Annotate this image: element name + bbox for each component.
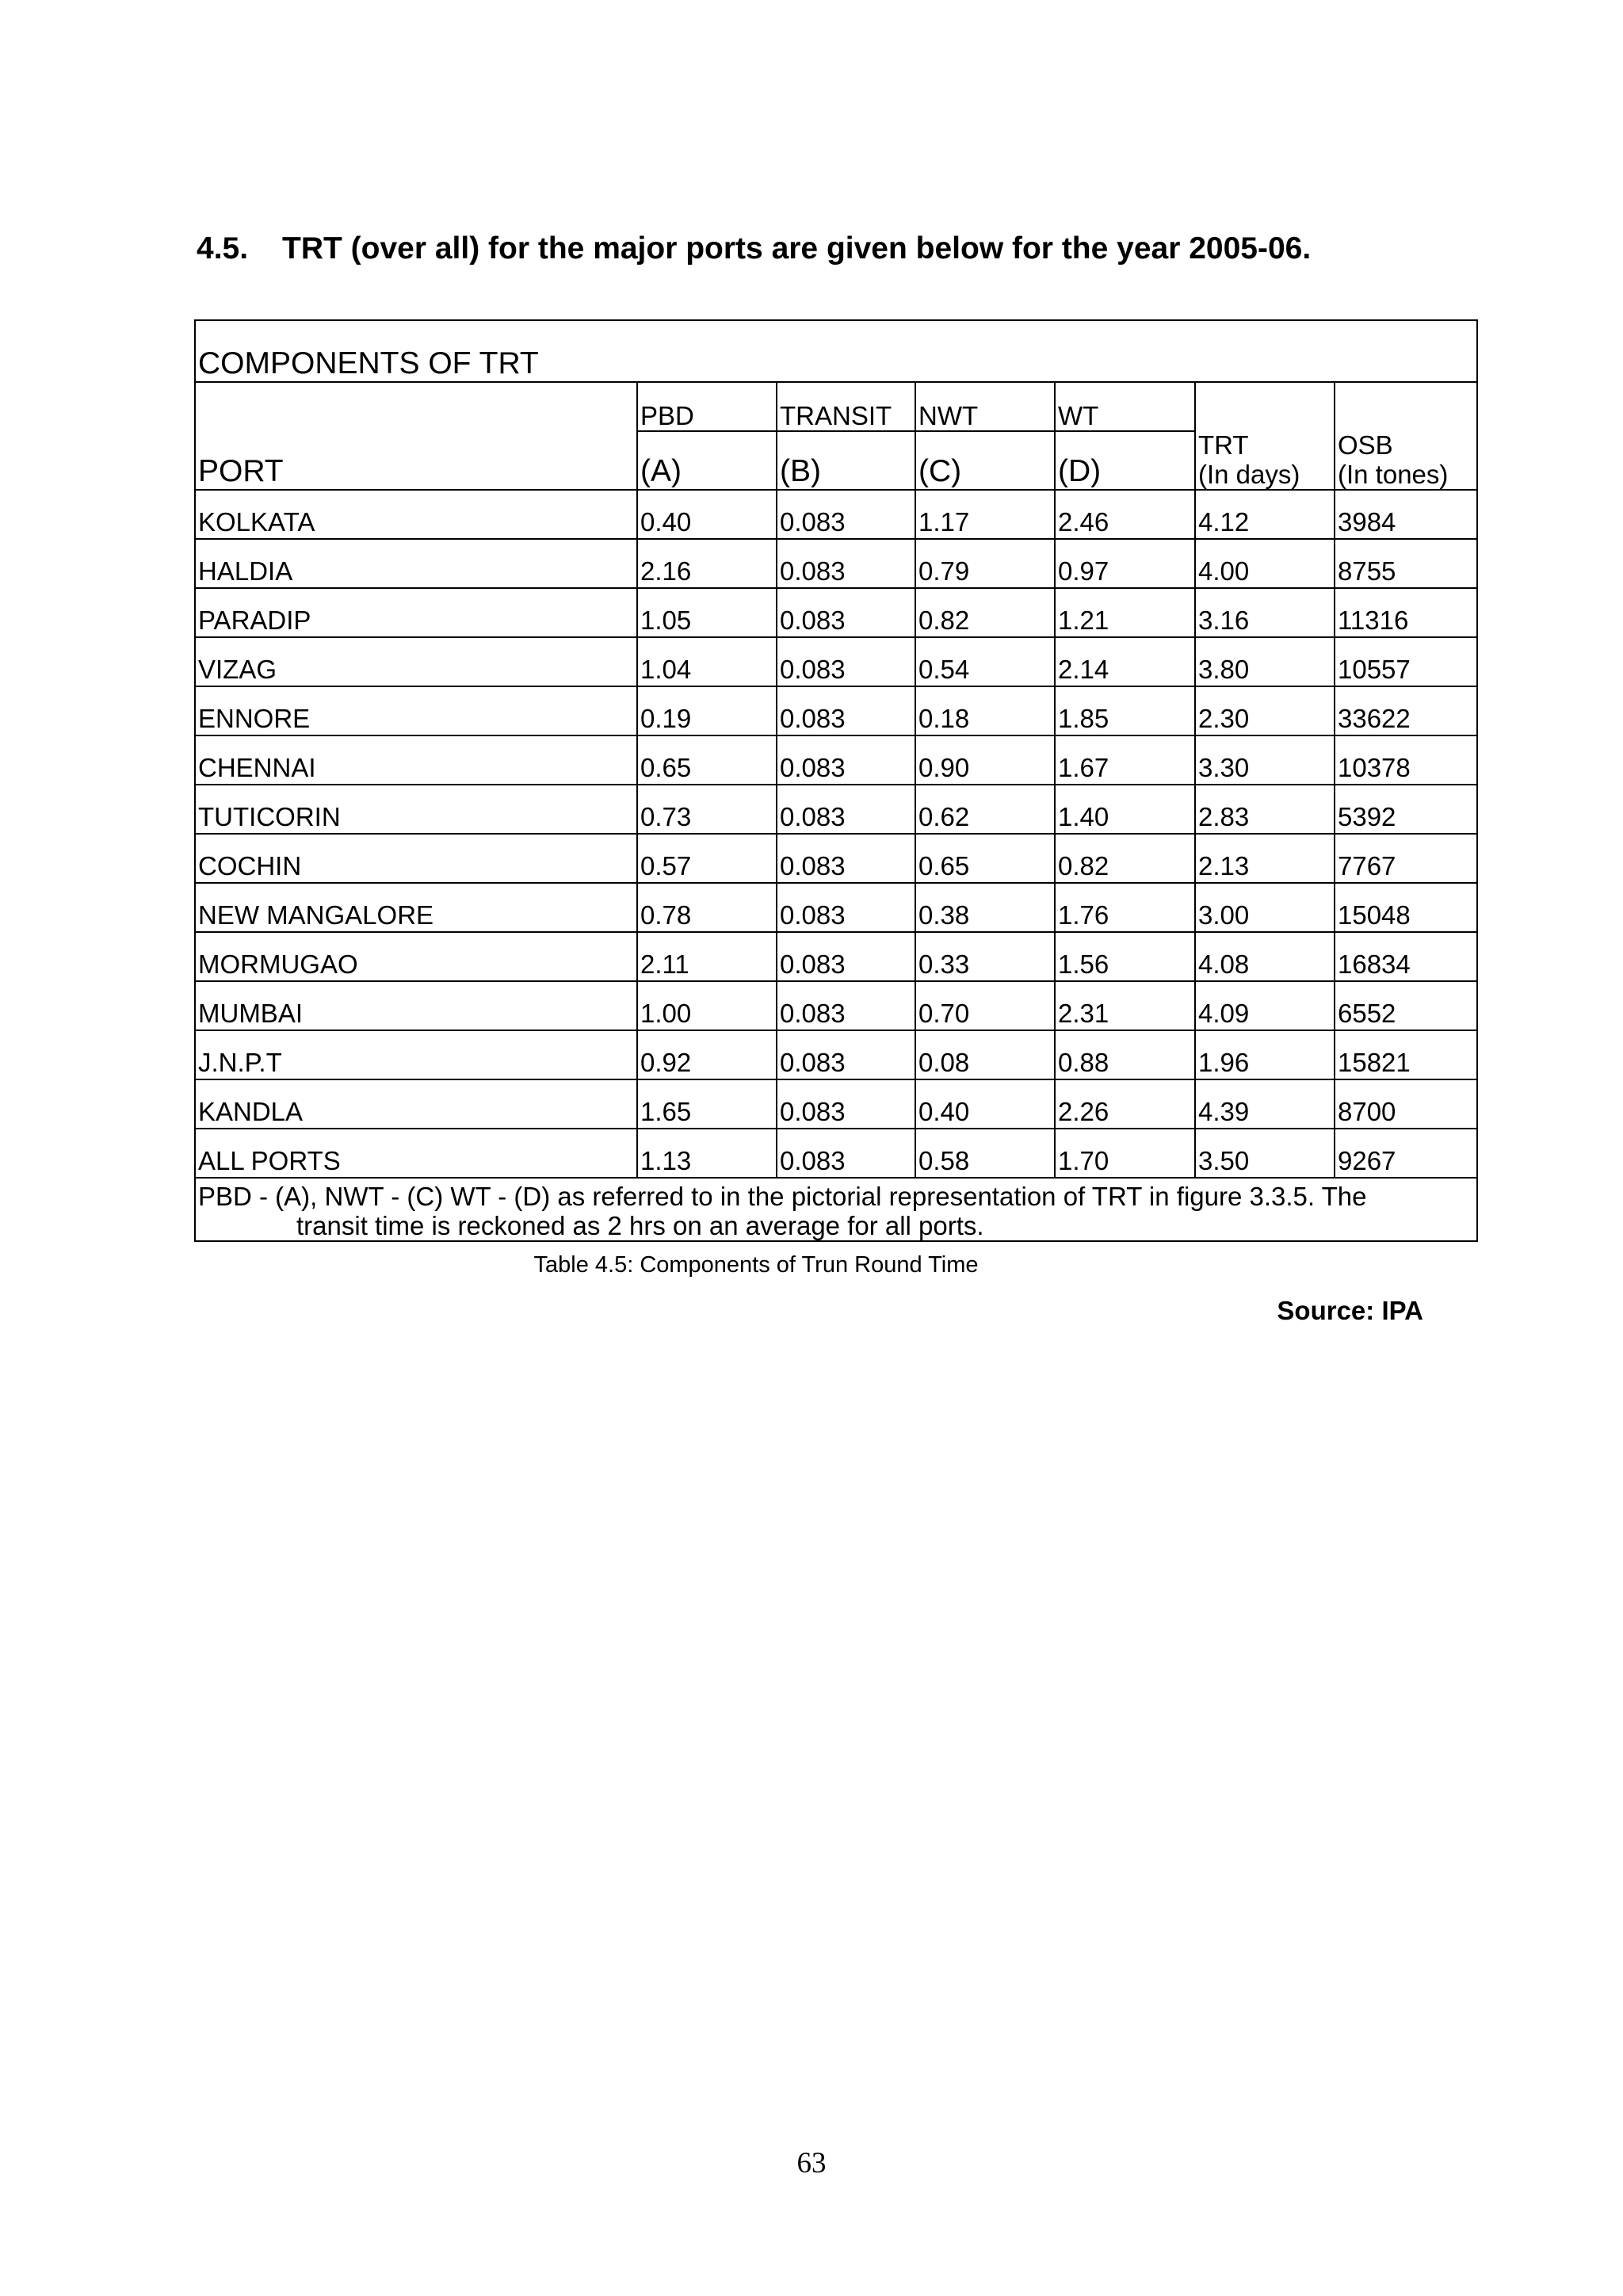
cell-osb: 5392	[1335, 785, 1477, 834]
cell-wt: 0.88	[1055, 1030, 1195, 1079]
cell-osb: 15048	[1335, 883, 1477, 932]
col-sub-d: (D)	[1055, 431, 1195, 490]
cell-nwt: 0.40	[915, 1079, 1055, 1129]
cell-trt: 3.80	[1195, 637, 1335, 686]
cell-port: KOLKATA	[195, 490, 637, 539]
cell-osb: 15821	[1335, 1030, 1477, 1079]
section-title: TRT (over all) for the major ports are given below for the year 2005-06.	[282, 231, 1312, 266]
table-note-line2: transit time is reckoned as 2 hrs on an average for all ports.	[296, 1210, 984, 1240]
table-row	[195, 785, 1477, 834]
table-row	[195, 981, 1477, 1030]
table-row	[195, 490, 1477, 539]
cell-pbd: 1.04	[637, 637, 777, 686]
cell-osb: 8700	[1335, 1079, 1477, 1129]
cell-wt: 0.97	[1055, 539, 1195, 588]
cell-transit: 0.083	[777, 588, 915, 637]
table-row	[195, 588, 1477, 637]
table-caption: Table 4.5: Components of Trun Round Time	[533, 1252, 979, 1278]
table-row	[195, 834, 1477, 883]
cell-wt: 0.82	[1055, 834, 1195, 883]
cell-transit: 0.083	[777, 1030, 915, 1079]
cell-trt: 2.13	[1195, 834, 1335, 883]
source-label: Source: IPA	[1277, 1296, 1423, 1325]
col-header-trt	[1195, 382, 1335, 490]
cell-pbd: 0.40	[637, 490, 777, 539]
table-title: COMPONENTS OF TRT	[195, 320, 1477, 382]
cell-osb: 16834	[1335, 932, 1477, 981]
cell-osb: 6552	[1335, 981, 1477, 1030]
cell-wt: 1.67	[1055, 735, 1195, 785]
cell-nwt: 0.65	[915, 834, 1055, 883]
cell-port: TUTICORIN	[195, 785, 637, 834]
cell-osb: 9267	[1335, 1129, 1477, 1178]
table-row	[195, 735, 1477, 785]
cell-port: VIZAG	[195, 637, 637, 686]
cell-transit: 0.083	[777, 1079, 915, 1129]
cell-trt: 4.12	[1195, 490, 1335, 539]
cell-trt: 1.96	[1195, 1030, 1335, 1079]
cell-nwt: 0.62	[915, 785, 1055, 834]
table-row	[195, 1129, 1477, 1178]
cell-osb: 33622	[1335, 686, 1477, 735]
cell-port: MUMBAI	[195, 981, 637, 1030]
cell-wt: 1.56	[1055, 932, 1195, 981]
trt-components-table	[194, 319, 1478, 1242]
cell-pbd: 2.16	[637, 539, 777, 588]
section-heading	[197, 231, 1311, 266]
cell-nwt: 0.90	[915, 735, 1055, 785]
cell-pbd: 0.92	[637, 1030, 777, 1079]
table-row	[195, 637, 1477, 686]
cell-nwt: 0.58	[915, 1129, 1055, 1178]
table-row	[195, 539, 1477, 588]
section-number: 4.5.	[197, 231, 249, 266]
cell-osb: 10557	[1335, 637, 1477, 686]
cell-trt: 4.09	[1195, 981, 1335, 1030]
cell-trt: 2.30	[1195, 686, 1335, 735]
cell-nwt: 0.38	[915, 883, 1055, 932]
table-row	[195, 883, 1477, 932]
col-header-trt-unit: (In days)	[1198, 459, 1300, 489]
cell-trt: 4.00	[1195, 539, 1335, 588]
cell-pbd: 1.13	[637, 1129, 777, 1178]
cell-pbd: 2.11	[637, 932, 777, 981]
cell-pbd: 0.78	[637, 883, 777, 932]
col-header-osb-unit: (In tones)	[1338, 459, 1449, 489]
cell-port: HALDIA	[195, 539, 637, 588]
cell-port: COCHIN	[195, 834, 637, 883]
cell-wt: 1.76	[1055, 883, 1195, 932]
cell-port: J.N.P.T	[195, 1030, 637, 1079]
cell-osb: 8755	[1335, 539, 1477, 588]
col-header-trt-name: TRT	[1198, 430, 1249, 460]
cell-port: KANDLA	[195, 1079, 637, 1129]
cell-transit: 0.083	[777, 981, 915, 1030]
port-column-header: PORT	[195, 382, 637, 490]
col-header-pbd: PBD	[637, 382, 777, 431]
cell-wt: 1.21	[1055, 588, 1195, 637]
col-header-osb	[1335, 382, 1477, 490]
cell-port: ALL PORTS	[195, 1129, 637, 1178]
cell-transit: 0.083	[777, 686, 915, 735]
table-row	[195, 686, 1477, 735]
cell-pbd: 0.57	[637, 834, 777, 883]
cell-transit: 0.083	[777, 490, 915, 539]
cell-port: NEW MANGALORE	[195, 883, 637, 932]
cell-pbd: 0.73	[637, 785, 777, 834]
cell-transit: 0.083	[777, 834, 915, 883]
table-row	[195, 1079, 1477, 1129]
cell-port: PARADIP	[195, 588, 637, 637]
cell-osb: 11316	[1335, 588, 1477, 637]
col-header-wt: WT	[1055, 382, 1195, 431]
col-sub-a: (A)	[637, 431, 777, 490]
cell-transit: 0.083	[777, 932, 915, 981]
table-note	[195, 1178, 1477, 1241]
table-note-line1: PBD - (A), NWT - (C) WT - (D) as referred to in the pictorial representation of TRT in figure 3.3.5. The	[198, 1182, 1367, 1212]
cell-nwt: 0.79	[915, 539, 1055, 588]
cell-transit: 0.083	[777, 785, 915, 834]
table-row	[195, 1030, 1477, 1079]
cell-wt: 2.46	[1055, 490, 1195, 539]
cell-pbd: 1.65	[637, 1079, 777, 1129]
cell-port: ENNORE	[195, 686, 637, 735]
cell-osb: 10378	[1335, 735, 1477, 785]
cell-wt: 2.31	[1055, 981, 1195, 1030]
col-header-osb-name: OSB	[1338, 430, 1393, 460]
cell-osb: 3984	[1335, 490, 1477, 539]
cell-trt: 3.16	[1195, 588, 1335, 637]
cell-trt: 3.30	[1195, 735, 1335, 785]
col-sub-c: (C)	[915, 431, 1055, 490]
cell-osb: 7767	[1335, 834, 1477, 883]
cell-transit: 0.083	[777, 883, 915, 932]
cell-wt: 1.85	[1055, 686, 1195, 735]
cell-pbd: 1.05	[637, 588, 777, 637]
cell-trt: 4.08	[1195, 932, 1335, 981]
cell-nwt: 0.82	[915, 588, 1055, 637]
cell-wt: 2.26	[1055, 1079, 1195, 1129]
table-row	[195, 932, 1477, 981]
cell-pbd: 0.65	[637, 735, 777, 785]
cell-nwt: 0.18	[915, 686, 1055, 735]
cell-wt: 1.40	[1055, 785, 1195, 834]
table-body	[195, 490, 1477, 1178]
cell-transit: 0.083	[777, 539, 915, 588]
cell-transit: 0.083	[777, 637, 915, 686]
cell-pbd: 0.19	[637, 686, 777, 735]
cell-trt: 3.50	[1195, 1129, 1335, 1178]
cell-nwt: 1.17	[915, 490, 1055, 539]
cell-port: CHENNAI	[195, 735, 637, 785]
cell-nwt: 0.33	[915, 932, 1055, 981]
cell-transit: 0.083	[777, 1129, 915, 1178]
cell-port: MORMUGAO	[195, 932, 637, 981]
col-header-nwt: NWT	[915, 382, 1055, 431]
cell-trt: 4.39	[1195, 1079, 1335, 1129]
col-header-transit: TRANSIT	[777, 382, 915, 431]
cell-wt: 1.70	[1055, 1129, 1195, 1178]
cell-nwt: 0.54	[915, 637, 1055, 686]
cell-nwt: 0.08	[915, 1030, 1055, 1079]
cell-wt: 2.14	[1055, 637, 1195, 686]
cell-trt: 2.83	[1195, 785, 1335, 834]
cell-transit: 0.083	[777, 735, 915, 785]
col-sub-b: (B)	[777, 431, 915, 490]
cell-nwt: 0.70	[915, 981, 1055, 1030]
cell-trt: 3.00	[1195, 883, 1335, 932]
page-number: 63	[796, 2147, 827, 2179]
cell-pbd: 1.00	[637, 981, 777, 1030]
